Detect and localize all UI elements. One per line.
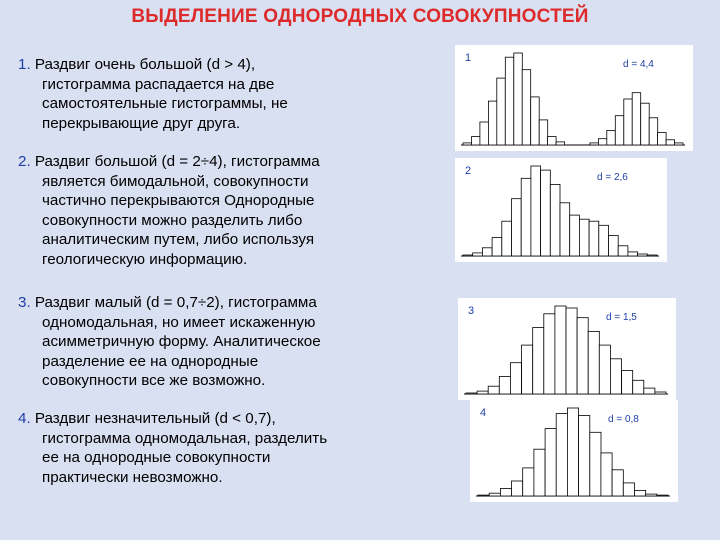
histogram-bar <box>531 166 541 256</box>
item-line: асимметричную форму. Аналитическое <box>42 333 321 350</box>
item-text: Раздвиг малый (d = 0,7÷2), гистограмма <box>34 294 317 311</box>
histogram-bar <box>522 70 531 145</box>
histogram-svg <box>455 158 667 262</box>
slide-title: ВЫДЕЛЕНИЕ ОДНОРОДНЫХ СОВОКУПНОСТЕЙ <box>131 6 589 27</box>
item-3 <box>18 293 420 391</box>
histogram-2 <box>455 158 667 262</box>
item-line: разделение ее на однородные <box>42 352 259 370</box>
histogram-bar <box>566 308 577 394</box>
histogram-bar <box>560 203 570 256</box>
histogram-bar <box>492 238 502 256</box>
histogram-bar <box>632 93 641 145</box>
histogram-bar <box>622 371 633 395</box>
histogram-number: 3 <box>468 305 475 317</box>
item-line: совокупности все же возможно. <box>42 372 266 389</box>
histogram-bar <box>618 246 628 256</box>
histogram-bar <box>649 118 658 145</box>
histogram-bar <box>615 116 624 145</box>
histogram-bar <box>609 236 619 257</box>
item-number: 2. <box>18 153 35 170</box>
histogram-bar <box>512 481 523 496</box>
item-number: 3. <box>18 294 35 311</box>
histogram-d-label: d = 1,5 <box>606 312 637 323</box>
item-line: является бимодальной, совокупности <box>42 172 309 190</box>
histogram-bar <box>556 142 565 145</box>
histogram-bar <box>531 97 540 145</box>
histogram-bar <box>500 489 511 497</box>
item-line <box>18 409 420 429</box>
histogram-bar <box>641 103 650 145</box>
item-1 <box>18 55 420 133</box>
item-4 <box>18 409 420 487</box>
histogram-bar <box>533 328 544 395</box>
item-line: геологическую информацию. <box>42 250 248 268</box>
histogram-bar <box>598 139 607 145</box>
histogram-4 <box>470 400 678 502</box>
histogram-bar <box>497 78 506 145</box>
histogram-bar <box>556 414 567 496</box>
item-line <box>18 293 420 313</box>
histogram-bar <box>599 345 610 394</box>
item-text: Раздвиг незначительный (d < 0,7), <box>34 410 276 427</box>
item-2 <box>18 152 420 269</box>
histogram-bar <box>590 432 601 496</box>
histogram-bar <box>570 215 580 256</box>
histogram-bar <box>555 306 566 394</box>
histogram-svg <box>455 45 693 151</box>
histogram-number: 4 <box>480 407 487 419</box>
histogram-bar <box>550 184 560 256</box>
histogram-bar <box>505 57 514 145</box>
histogram-bar <box>579 416 590 497</box>
histogram-bar <box>478 495 489 496</box>
histogram-bar <box>482 248 492 256</box>
histogram-bar <box>607 130 616 145</box>
histogram-d-label: d = 0,8 <box>608 414 639 425</box>
histogram-bar <box>463 255 473 256</box>
item-line: гистограмма распадается на две <box>42 75 275 93</box>
histogram-bar <box>599 225 609 256</box>
histogram-bar <box>590 143 599 145</box>
histogram-bar <box>588 331 599 394</box>
histogram-d-label: d = 2,6 <box>597 172 628 183</box>
histogram-svg <box>470 400 678 502</box>
histogram-bar <box>657 495 668 496</box>
histogram-bar <box>638 254 648 256</box>
histogram-bar <box>635 490 646 496</box>
histogram-bar <box>489 493 500 496</box>
histogram-bar <box>644 388 655 394</box>
histogram-bar <box>567 408 578 496</box>
item-text: Раздвиг очень большой (d > 4), <box>34 56 256 73</box>
histogram-bar <box>646 494 657 496</box>
histogram-bar <box>545 429 556 496</box>
histogram-bar <box>472 137 481 145</box>
item-line: одномодальная, но имеет искаженную <box>42 313 316 331</box>
histogram-bar <box>541 170 551 256</box>
histogram-bar <box>601 453 612 496</box>
histogram-bar <box>477 391 488 394</box>
histogram-bar <box>647 255 657 256</box>
histogram-bar <box>488 386 499 394</box>
histogram-bar <box>612 470 623 496</box>
item-number: 1. <box>18 56 35 73</box>
item-line: перекрывающие друг друга. <box>42 114 241 132</box>
item-line: аналитическим путем, либо используя <box>42 231 315 248</box>
histogram-1 <box>455 45 693 151</box>
histogram-bar <box>623 483 634 496</box>
histogram-bar <box>514 53 523 145</box>
item-line: ее на однородные совокупности <box>42 449 271 466</box>
histogram-bar <box>577 318 588 394</box>
histogram-bar <box>624 99 633 145</box>
histogram-bar <box>633 380 644 394</box>
histogram-bar <box>658 133 667 146</box>
histogram-bar <box>666 140 675 145</box>
histogram-svg <box>458 298 676 400</box>
item-line: частично перекрываются Однородные <box>42 192 315 209</box>
item-line <box>18 55 420 75</box>
histogram-number: 1 <box>465 52 472 64</box>
histogram-bar <box>502 221 512 256</box>
histogram-bar <box>522 345 533 394</box>
histogram-bar <box>534 449 545 496</box>
histogram-bar <box>655 392 666 394</box>
histogram-3 <box>458 298 676 400</box>
histogram-bar <box>480 122 489 145</box>
histogram-number: 2 <box>465 165 472 177</box>
item-line: самостоятельные гистограммы, не <box>42 95 288 112</box>
item-line: практически невозможно. <box>42 468 223 486</box>
histogram-bar <box>473 253 483 256</box>
histogram-bar <box>675 143 684 145</box>
histogram-bar <box>628 252 638 256</box>
histogram-bar <box>466 393 477 394</box>
item-number: 4. <box>18 410 35 427</box>
histogram-bar <box>579 219 589 256</box>
histogram-bar <box>463 143 472 145</box>
histogram-bar <box>544 314 555 394</box>
histogram-bar <box>548 137 557 145</box>
item-text: Раздвиг большой (d = 2÷4), гистограмма <box>34 153 320 170</box>
histogram-bar <box>589 221 599 256</box>
histogram-bar <box>488 101 497 145</box>
histogram-bar <box>539 120 548 145</box>
histogram-bar <box>499 376 510 394</box>
item-line <box>18 152 420 172</box>
item-line: гистограмма одномодальная, разделить <box>42 429 328 447</box>
histogram-bar <box>523 468 534 496</box>
histogram-bar <box>521 178 531 256</box>
histogram-d-label: d = 4,4 <box>623 59 654 70</box>
histogram-bar <box>512 199 522 256</box>
item-line: совокупности можно разделить либо <box>42 211 303 229</box>
histogram-bar <box>610 359 621 394</box>
histogram-bar <box>510 363 521 394</box>
